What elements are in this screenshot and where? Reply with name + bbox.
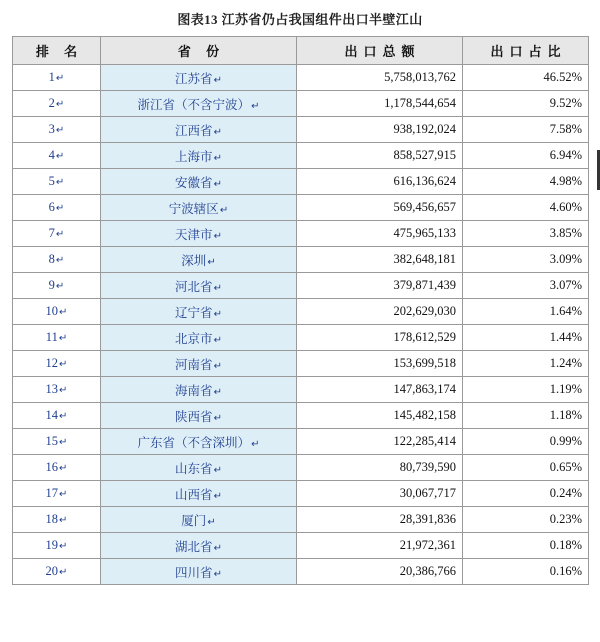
cell-rank: 9↵ xyxy=(13,273,101,299)
cell-province: 安徽省↵ xyxy=(101,169,297,195)
column-header-percent: 出口占比 xyxy=(463,37,589,65)
cell-percent: 9.52% xyxy=(463,91,589,117)
cell-amount: 80,739,590 xyxy=(297,455,463,481)
table-row xyxy=(13,247,589,273)
column-header-province: 省 份 xyxy=(101,37,297,65)
cell-rank: 18↵ xyxy=(13,507,101,533)
cell-amount: 20,386,766 xyxy=(297,559,463,585)
cell-province: 河北省↵ xyxy=(101,273,297,299)
cell-percent: 0.65% xyxy=(463,455,589,481)
cell-rank: 20↵ xyxy=(13,559,101,585)
cell-rank: 7↵ xyxy=(13,221,101,247)
paragraph-mark-icon: ↵ xyxy=(207,516,216,528)
cell-province: 厦门↵ xyxy=(101,507,297,533)
cell-amount: 202,629,030 xyxy=(297,299,463,325)
cell-amount: 28,391,836 xyxy=(297,507,463,533)
cell-percent: 4.98% xyxy=(463,169,589,195)
cell-amount: 122,285,414 xyxy=(297,429,463,455)
paragraph-mark-icon: ↵ xyxy=(55,203,65,214)
paragraph-mark-icon: ↵ xyxy=(59,567,68,578)
paragraph-mark-icon: ↵ xyxy=(213,230,222,242)
paragraph-mark-icon: ↵ xyxy=(55,255,65,266)
cell-province: 辽宁省↵ xyxy=(101,299,297,325)
cell-rank: 13↵ xyxy=(13,377,101,403)
paragraph-mark-icon: ↵ xyxy=(55,281,65,292)
paragraph-mark-icon: ↵ xyxy=(55,73,65,84)
table-row xyxy=(13,273,589,299)
paragraph-mark-icon: ↵ xyxy=(55,229,65,240)
cell-province: 浙江省（不含宁波）↵ xyxy=(101,91,297,117)
cell-percent: 6.94% xyxy=(463,143,589,169)
cell-percent: 1.18% xyxy=(463,403,589,429)
cell-percent: 7.58% xyxy=(463,117,589,143)
cell-rank: 6↵ xyxy=(13,195,101,221)
paragraph-mark-icon: ↵ xyxy=(213,412,222,424)
paragraph-mark-icon: ↵ xyxy=(58,333,68,344)
table-row xyxy=(13,481,589,507)
table-row xyxy=(13,507,589,533)
paragraph-mark-icon: ↵ xyxy=(59,489,68,500)
table-row xyxy=(13,65,589,91)
cell-province: 深圳↵ xyxy=(101,247,297,273)
cell-province: 山西省↵ xyxy=(101,481,297,507)
cell-percent: 0.16% xyxy=(463,559,589,585)
cell-province: 陕西省↵ xyxy=(101,403,297,429)
paragraph-mark-icon: ↵ xyxy=(59,411,68,422)
cell-rank: 16↵ xyxy=(13,455,101,481)
table-row xyxy=(13,351,589,377)
cell-province: 江苏省↵ xyxy=(101,65,297,91)
cell-province: 宁波辖区↵ xyxy=(101,195,297,221)
paragraph-mark-icon: ↵ xyxy=(213,568,222,580)
cell-rank: 5↵ xyxy=(13,169,101,195)
cell-percent: 0.18% xyxy=(463,533,589,559)
paragraph-mark-icon: ↵ xyxy=(251,100,260,112)
cell-province: 河南省↵ xyxy=(101,351,297,377)
cell-percent: 1.44% xyxy=(463,325,589,351)
cell-province: 海南省↵ xyxy=(101,377,297,403)
cell-rank: 4↵ xyxy=(13,143,101,169)
table-body xyxy=(13,65,589,585)
table-row xyxy=(13,533,589,559)
paragraph-mark-icon: ↵ xyxy=(213,308,222,320)
paragraph-mark-icon: ↵ xyxy=(55,125,65,136)
paragraph-mark-icon: ↵ xyxy=(213,464,222,476)
cell-percent: 0.99% xyxy=(463,429,589,455)
cell-percent: 3.07% xyxy=(463,273,589,299)
cell-rank: 10↵ xyxy=(13,299,101,325)
paragraph-mark-icon: ↵ xyxy=(213,490,222,502)
paragraph-mark-icon: ↵ xyxy=(55,151,65,162)
table-row xyxy=(13,221,589,247)
cell-percent: 0.23% xyxy=(463,507,589,533)
cell-province: 山东省↵ xyxy=(101,455,297,481)
cell-amount: 153,699,518 xyxy=(297,351,463,377)
cell-rank: 2↵ xyxy=(13,91,101,117)
cell-rank: 14↵ xyxy=(13,403,101,429)
paragraph-mark-icon: ↵ xyxy=(251,438,260,450)
cell-province: 广东省（不含深圳）↵ xyxy=(101,429,297,455)
paragraph-mark-icon: ↵ xyxy=(59,359,68,370)
paragraph-mark-icon: ↵ xyxy=(59,463,68,474)
paragraph-mark-icon: ↵ xyxy=(213,152,222,164)
cell-province: 四川省↵ xyxy=(101,559,297,585)
cell-amount: 858,527,915 xyxy=(297,143,463,169)
paragraph-mark-icon: ↵ xyxy=(55,177,65,188)
export-share-table xyxy=(12,36,589,585)
cell-rank: 8↵ xyxy=(13,247,101,273)
cell-rank: 12↵ xyxy=(13,351,101,377)
paragraph-mark-icon: ↵ xyxy=(59,307,68,318)
column-header-amount: 出口总额 xyxy=(297,37,463,65)
cell-amount: 569,456,657 xyxy=(297,195,463,221)
cell-percent: 4.60% xyxy=(463,195,589,221)
cell-rank: 3↵ xyxy=(13,117,101,143)
cell-percent: 3.09% xyxy=(463,247,589,273)
cell-percent: 1.19% xyxy=(463,377,589,403)
paragraph-mark-icon: ↵ xyxy=(213,178,222,190)
paragraph-mark-icon: ↵ xyxy=(213,126,222,138)
table-header-row xyxy=(13,37,589,65)
paragraph-mark-icon: ↵ xyxy=(55,99,65,110)
paragraph-mark-icon: ↵ xyxy=(213,282,222,294)
cell-percent: 1.64% xyxy=(463,299,589,325)
paragraph-mark-icon: ↵ xyxy=(59,437,68,448)
paragraph-mark-icon: ↵ xyxy=(213,542,222,554)
table-row xyxy=(13,91,589,117)
table-row xyxy=(13,429,589,455)
table-row xyxy=(13,169,589,195)
cell-percent: 0.24% xyxy=(463,481,589,507)
cell-amount: 178,612,529 xyxy=(297,325,463,351)
paragraph-mark-icon: ↵ xyxy=(213,74,222,86)
table-container xyxy=(0,36,600,585)
cell-amount: 147,863,174 xyxy=(297,377,463,403)
table-row xyxy=(13,143,589,169)
page-title: 图表13 江苏省仍占我国组件出口半壁江山 xyxy=(177,12,423,27)
table-row xyxy=(13,299,589,325)
cell-amount: 30,067,717 xyxy=(297,481,463,507)
paragraph-mark-icon: ↵ xyxy=(59,385,68,396)
table-row xyxy=(13,117,589,143)
cell-amount: 382,648,181 xyxy=(297,247,463,273)
table-row xyxy=(13,455,589,481)
cell-percent: 3.85% xyxy=(463,221,589,247)
paragraph-mark-icon: ↵ xyxy=(59,541,68,552)
table-header xyxy=(13,37,589,65)
cell-amount: 379,871,439 xyxy=(297,273,463,299)
cell-rank: 15↵ xyxy=(13,429,101,455)
table-row xyxy=(13,325,589,351)
cell-amount: 21,972,361 xyxy=(297,533,463,559)
paragraph-mark-icon: ↵ xyxy=(59,515,68,526)
table-row xyxy=(13,377,589,403)
cell-province: 江西省↵ xyxy=(101,117,297,143)
cell-rank: 1↵ xyxy=(13,65,101,91)
cell-amount: 938,192,024 xyxy=(297,117,463,143)
cell-amount: 616,136,624 xyxy=(297,169,463,195)
cell-amount: 5,758,013,762 xyxy=(297,65,463,91)
cell-province: 天津市↵ xyxy=(101,221,297,247)
cell-amount: 475,965,133 xyxy=(297,221,463,247)
cell-province: 上海市↵ xyxy=(101,143,297,169)
paragraph-mark-icon: ↵ xyxy=(207,256,216,268)
cell-rank: 11↵ xyxy=(13,325,101,351)
column-header-rank: 排 名 xyxy=(13,37,101,65)
cell-rank: 17↵ xyxy=(13,481,101,507)
table-row xyxy=(13,403,589,429)
cell-amount: 145,482,158 xyxy=(297,403,463,429)
paragraph-mark-icon: ↵ xyxy=(213,334,222,346)
cell-percent: 1.24% xyxy=(463,351,589,377)
cell-rank: 19↵ xyxy=(13,533,101,559)
cell-province: 北京市↵ xyxy=(101,325,297,351)
paragraph-mark-icon: ↵ xyxy=(213,360,222,372)
cell-province: 湖北省↵ xyxy=(101,533,297,559)
cell-amount: 1,178,544,654 xyxy=(297,91,463,117)
cell-percent: 46.52% xyxy=(463,65,589,91)
table-row xyxy=(13,195,589,221)
paragraph-mark-icon: ↵ xyxy=(213,386,222,398)
paragraph-mark-icon: ↵ xyxy=(219,204,229,216)
table-row xyxy=(13,559,589,585)
